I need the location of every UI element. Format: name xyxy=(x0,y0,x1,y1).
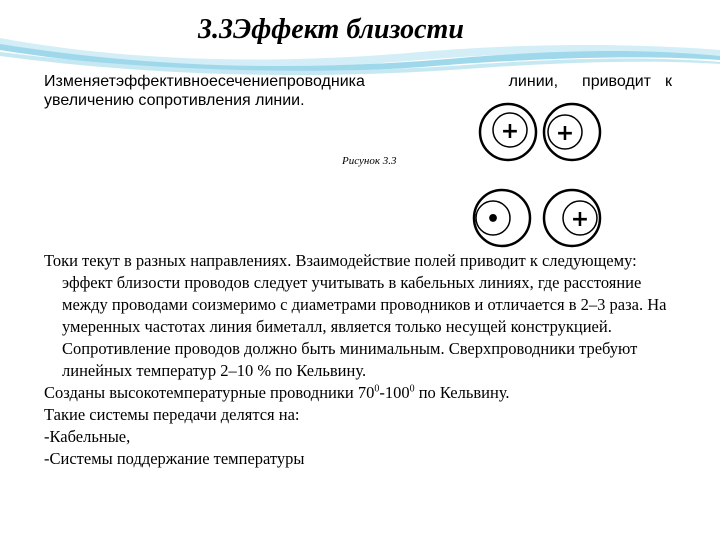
figure-caption: Рисунок 3.3 xyxy=(342,155,397,167)
conductor-figure xyxy=(466,100,616,250)
intro-word: эффективное xyxy=(115,73,218,90)
intro-word: сечение xyxy=(217,73,279,90)
intro-word: Изменяет xyxy=(44,73,116,90)
intro-word: приводит xyxy=(582,73,651,90)
paragraph-systems: Такие системы передачи делятся на: xyxy=(44,405,300,424)
paragraph-htsc: Созданы высокотемпературные проводники $70^0-100^0$ по Кельвину. xyxy=(44,383,510,402)
intro-word: проводника xyxy=(278,73,365,90)
current-direction-label: + xyxy=(500,119,520,144)
current-direction-label: + xyxy=(570,207,590,232)
list-item: -Системы поддержание температуры xyxy=(44,449,305,468)
list-item: -Кабельные, xyxy=(44,427,131,446)
body-text xyxy=(44,250,684,470)
slide-title: 3.3Эффект близости xyxy=(198,14,464,45)
intro-line-1 xyxy=(44,72,672,91)
paragraph-currents: Токи текут в разных направлениях. Взаимодействие полей приводит к следующему: эффект близости проводов следует учитывать в кабельных линиях, где расстояние между проводами соизмеримо с диаметрами проводников и отличается в 2–3 раза. На умеренных частотах линия биметалл, является только несущей конструкцией. Сопротивление проводов должно быть минимальным. Сверхпроводники требуют линейных температур 2–10 % по Кельвину. xyxy=(44,251,667,380)
intro-word: к xyxy=(665,73,672,90)
current-direction-label: + xyxy=(555,121,575,146)
intro-word: линии, xyxy=(508,73,559,90)
conductor-outer-circle xyxy=(474,190,530,246)
current-direction-label: • xyxy=(485,207,501,232)
intro-line-2: увеличению сопротивления линии. xyxy=(44,92,305,109)
